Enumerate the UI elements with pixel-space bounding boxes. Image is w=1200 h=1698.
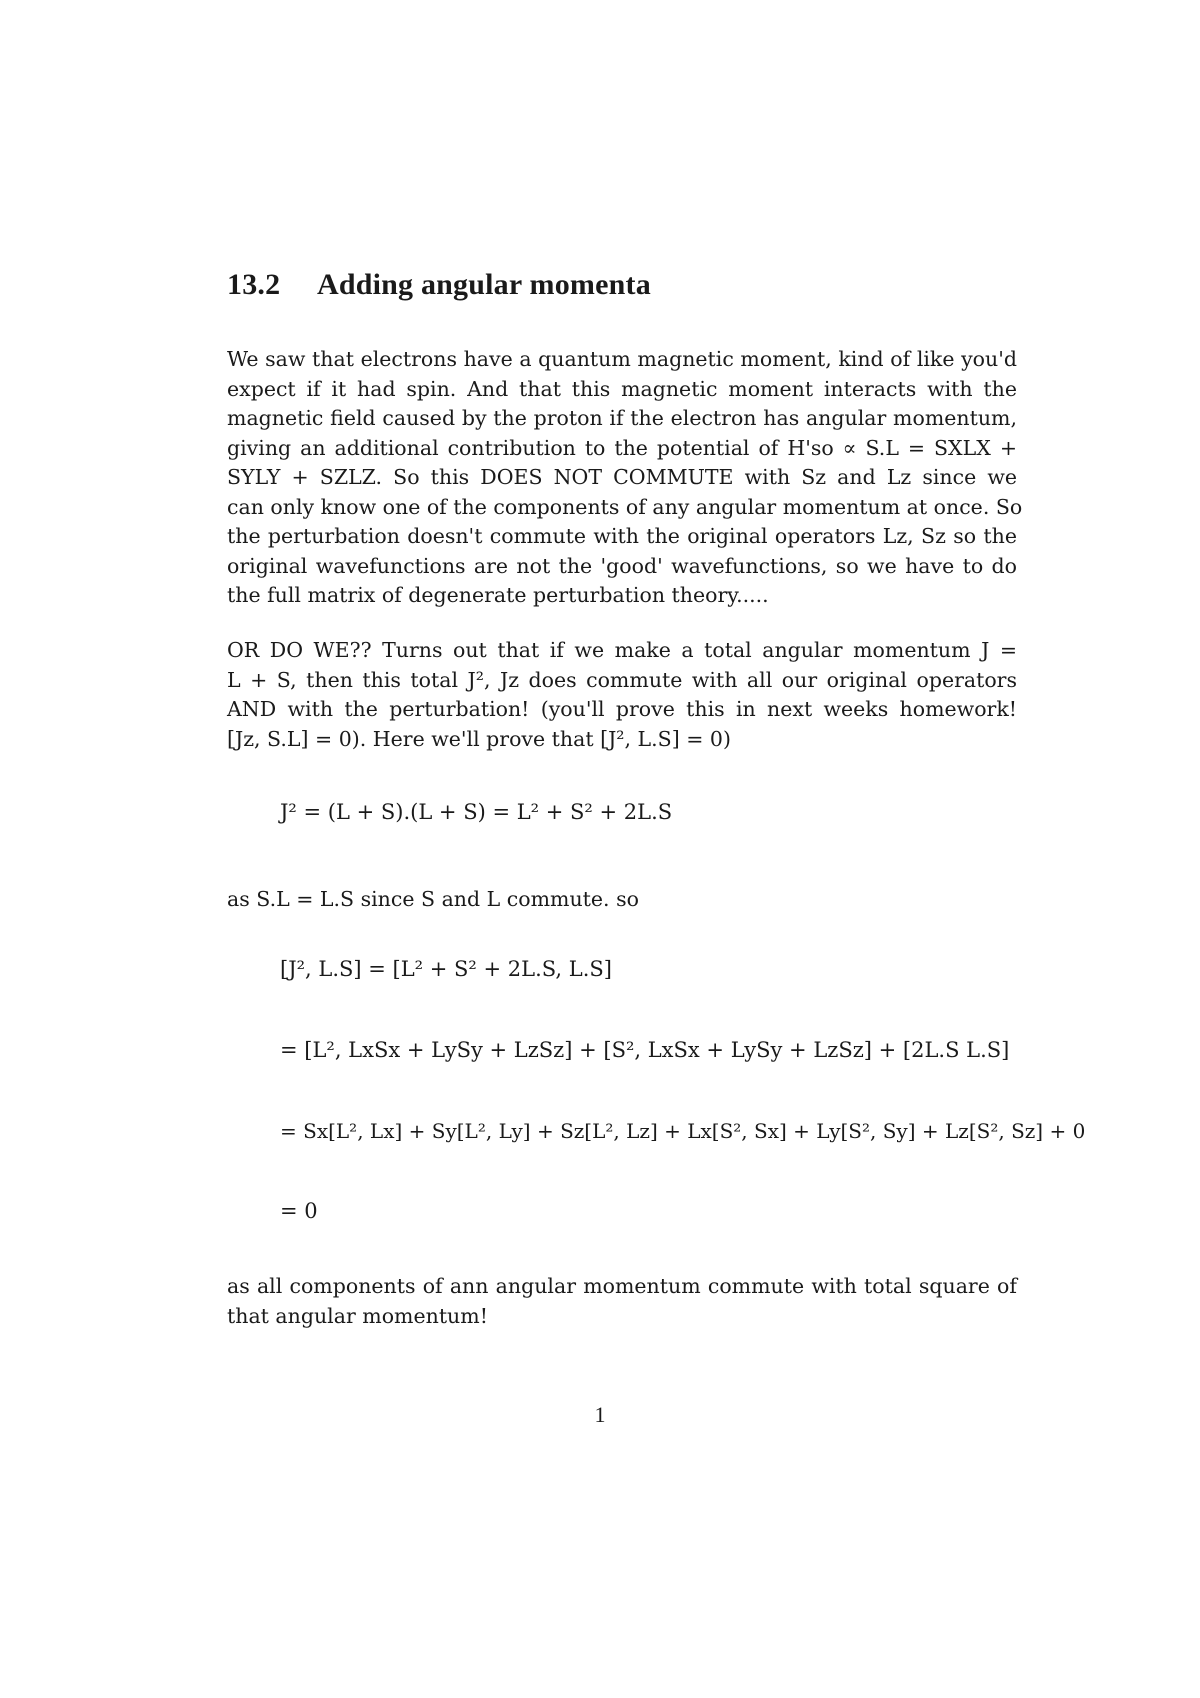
equation-expansion: = [L², LxSx + LySy + LzSz] + [S², LxSx + LySy + LzSz] + [2L.S L.S] — [280, 1038, 1010, 1062]
text-line: as S.L = L.S since S and L commute. so — [227, 887, 639, 911]
text-line: as all components of ann angular momentum commute with total square of — [227, 1274, 1017, 1298]
text-line: SYLY + SZLZ. So this DOES NOT COMMUTE with Sz and Lz since we — [227, 465, 1017, 489]
equation-commutator: [J², L.S] = [L² + S² + 2L.S, L.S] — [280, 957, 612, 981]
text-line: AND with the perturbation! (you'll prove this in next weeks homework! — [227, 697, 1017, 721]
equation-j-squared: J² = (L + S).(L + S) = L² + S² + 2L.S — [280, 800, 673, 824]
section-title: Adding angular momenta — [317, 268, 651, 301]
section-number: 13.2 — [227, 268, 281, 301]
text-line: giving an additional contribution to the potential of H'so ∝ S.L = SXLX + — [227, 435, 1017, 460]
text-line: L + S, then this total J², Jz does commute with all our original operators — [227, 667, 1017, 692]
text-line: magnetic field caused by the proton if the electron has angular momentum, — [227, 406, 1017, 430]
paragraph-intro — [227, 345, 1023, 611]
text-line: expect if it had spin. And that this magnetic moment interacts with the — [227, 376, 1017, 401]
text-line: that angular momentum! — [227, 1303, 488, 1328]
equation-result: = 0 — [280, 1199, 318, 1223]
text-line: original wavefunctions are not the 'good' wavefunctions, so we have to do — [227, 553, 1017, 578]
paragraph-commute-note — [227, 885, 1017, 915]
text-line: [Jz, S.L] = 0). Here we'll prove that [J², L.S] = 0) — [227, 726, 731, 751]
paragraph-conclusion — [227, 1272, 1017, 1331]
text-line: can only know one of the components of any angular momentum at once. So — [227, 494, 1023, 519]
section-heading — [227, 268, 651, 302]
page-number: 1 — [594, 1402, 606, 1427]
equation-components: = Sx[L², Lx] + Sy[L², Ly] + Sz[L², Lz] + Lx[S², Sx] + Ly[S², Sy] + Lz[S², Sz] + 0 — [280, 1119, 1086, 1143]
text-line: OR DO WE?? Turns out that if we make a total angular momentum J = — [227, 638, 1017, 662]
paragraph-total-angular-momentum — [227, 636, 1017, 754]
text-line: the perturbation doesn't commute with the original operators Lz, Sz so the — [227, 524, 1017, 548]
text-line: the full matrix of degenerate perturbation theory..... — [227, 583, 769, 607]
text-line: We saw that electrons have a quantum magnetic moment, kind of like you'd — [227, 347, 1017, 371]
